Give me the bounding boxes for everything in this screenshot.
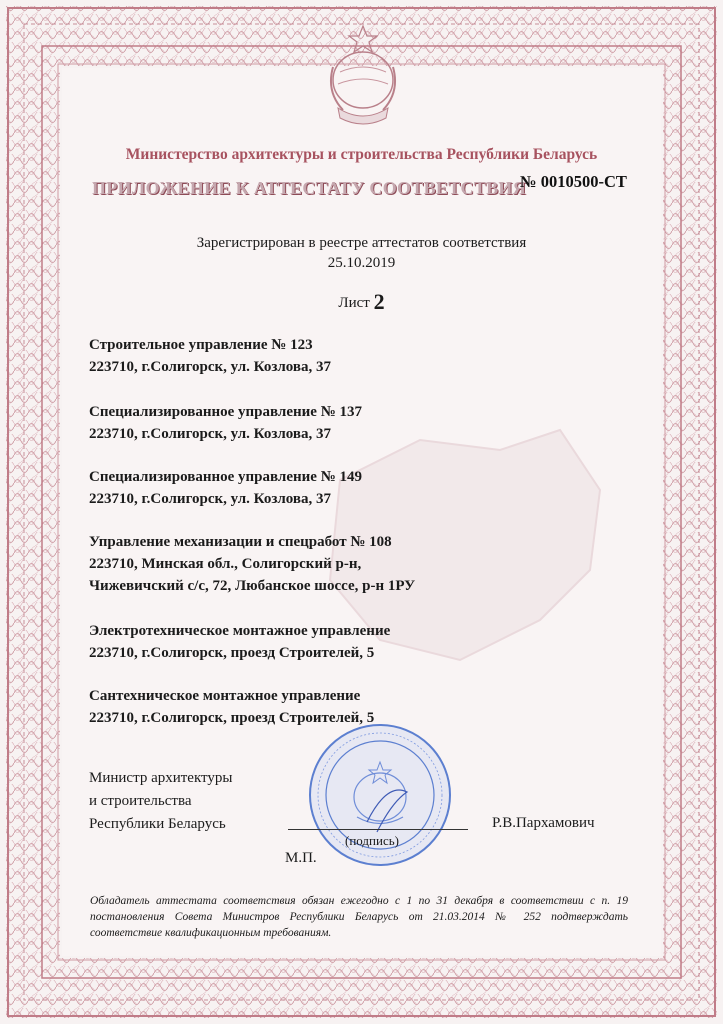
signature-line: [288, 829, 468, 830]
organization-entry: [89, 401, 362, 445]
appendix-title: ПРИЛОЖЕНИЕ К АТТЕСТАТУ СООТВЕТСТВИЯ: [92, 178, 527, 198]
signer-position: [89, 767, 233, 836]
certificate-number: № 0010500-СТ: [520, 172, 627, 191]
organization-name: Сантехническое монтажное управление: [89, 688, 361, 704]
organization-entry: [89, 531, 415, 597]
organization-address: 223710, г.Солигорск, ул. Козлова, 37: [89, 491, 331, 507]
organization-entry: [89, 620, 390, 664]
signature-caption: (подпись): [345, 833, 399, 848]
organization-name: Строительное управление № 123: [89, 337, 313, 353]
signer-position-line: и строительства: [89, 793, 192, 809]
organization-entry: [89, 466, 362, 510]
registration-date: 25.10.2019: [327, 255, 396, 271]
ministry-heading: Министерство архитектуры и строительства Республики Беларусь: [125, 146, 598, 163]
organization-address: 223710, Минская обл., Солигорский р-н,: [89, 556, 362, 572]
organization-name: Специализированное управление № 149: [89, 469, 363, 485]
organization-name: Управление механизации и спецработ № 108: [89, 534, 392, 550]
registration-block: [0, 233, 723, 273]
footnote: Обладатель аттестата соответствия обязан ежегодно с 1 по 31 декабря в соответствии с п. 19 постановления Совета Министров Республики Беларусь от 21.03.2014 № 252 подтверждать соответствие квалификационным требованиям.: [90, 895, 628, 939]
organization-address: Чижевичский с/с, 72, Любанское шоссе, р-н 1РУ: [89, 578, 416, 594]
organization-name: Электротехническое монтажное управление: [89, 623, 391, 639]
sheet-number: [0, 289, 723, 315]
organization-name: Специализированное управление № 137: [89, 404, 363, 420]
seal-mark: М.П.: [285, 850, 317, 866]
organization-address: 223710, г.Солигорск, проезд Строителей, 5: [89, 645, 375, 661]
organization-entry: [89, 334, 331, 378]
signer-position-line: Республики Беларусь: [89, 816, 226, 832]
organization-address: 223710, г.Солигорск, ул. Козлова, 37: [89, 359, 331, 375]
signer-name: Р.В.Пархамович: [492, 815, 595, 831]
signer-position-line: Министр архитектуры: [89, 770, 233, 786]
belarus-emblem-icon: [318, 22, 408, 132]
sheet-label: Лист: [338, 295, 370, 311]
registration-text: Зарегистрирован в реестре аттестатов соответствия: [196, 235, 527, 251]
organization-address: 223710, г.Солигорск, проезд Строителей, 5: [89, 710, 375, 726]
organization-address: 223710, г.Солигорск, ул. Козлова, 37: [89, 426, 331, 442]
sheet-number-value: 2: [373, 289, 385, 314]
